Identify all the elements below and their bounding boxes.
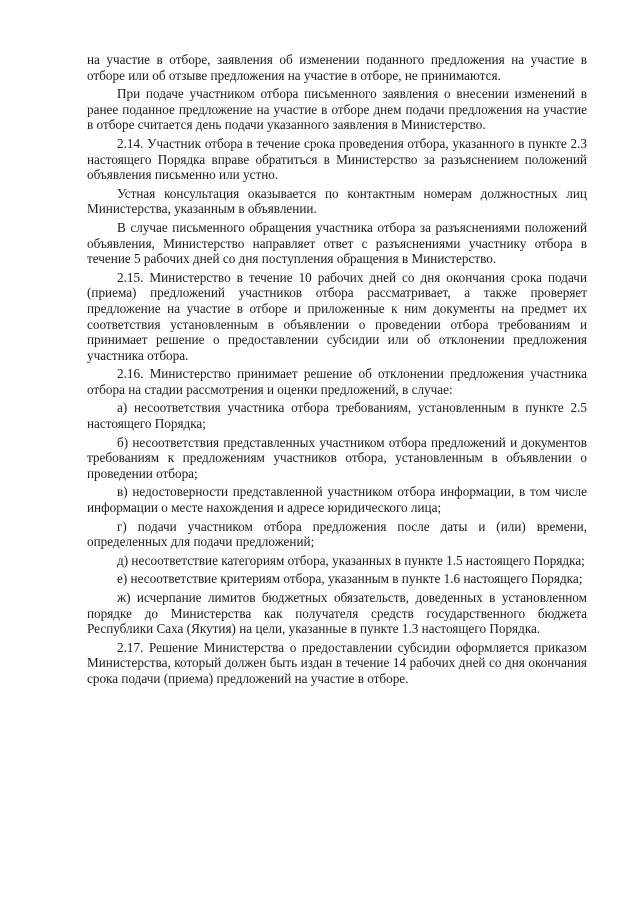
paragraph: на участие в отборе, заявления об изменении поданного предложения на участие в отборе или об отзыве предложения на участие в отборе, не принимаются. xyxy=(87,52,587,83)
paragraph: При подаче участником отбора письменного заявления о внесении изменений в ранее поданное предложение на участие в отборе днем подачи предложения на участие в отборе считается день подачи указанного заявления в Министерство. xyxy=(87,86,587,133)
list-item: ж) исчерпание лимитов бюджетных обязательств, доведенных в установленном порядке до Министерства как получателя средств государственного бюджета Республики Саха (Якутия) на цели, указанные в пункте 1.3 настоящего Порядка. xyxy=(87,590,587,637)
paragraph: Устная консультация оказывается по контактным номерам должностных лиц Министерства, указанным в объявлении. xyxy=(87,185,587,217)
list-item: в) недостоверности представленной участником отбора информации, в том числе информации о месте нахождения и адресе юридического лица; xyxy=(87,484,587,516)
paragraph: В случае письменного обращения участника отбора за разъяснениями положений объявления, Министерство направляет ответ с разъяснениями участнику отбора в течение 5 рабочих дней со дня поступления обращения в Министерство. xyxy=(87,219,587,267)
list-item: е) несоответствие критериям отбора, указанным в пункте 1.6 настоящего Порядка; xyxy=(117,571,583,587)
paragraph: 2.16. Министерство принимает решение об отклонении предложения участника отбора на стадии рассмотрения и оценки предложений, в случае: xyxy=(87,366,587,397)
list-item: д) несоответствие категориям отбора, указанных в пункте 1.5 настоящего Порядка; xyxy=(117,552,585,568)
list-item: г) подачи участником отбора предложения после даты и (или) времени, определенных для подачи предложений; xyxy=(87,518,587,550)
list-item: б) несоответствия представленных участником отбора предложений и документов требованиям к предложениям участников отбора, установленным в объявлении о проведении отбора; xyxy=(87,434,587,481)
document-body xyxy=(87,52,587,690)
paragraph: 2.17. Решение Министерства о предоставлении субсидии оформляется приказом Министерства, который должен быть издан в течение 14 рабочих дней со дня окончания срока подачи (приема) предложений на участие в отборе. xyxy=(87,639,587,686)
list-item: а) несоответствия участника отбора требованиям, установленным в пункте 2.5 настоящего Порядка; xyxy=(87,400,587,432)
paragraph: 2.15. Министерство в течение 10 рабочих дней со дня окончания срока подачи (приема) предложений участников отбора рассматривает, а также проверяет предложение на участие в отборе и приложенные к ним документы на предмет их соответствия установленным в объявлении о проведении отбора требованиям и принимает решение о предоставлении субсидии или об отклонении предложения участника отбора. xyxy=(87,269,587,363)
paragraph: 2.14. Участник отбора в течение срока проведения отбора, указанного в пункте 2.3 настоящего Порядка вправе обратиться в Министерство за разъяснением положений объявления письменно или устно. xyxy=(87,135,587,183)
